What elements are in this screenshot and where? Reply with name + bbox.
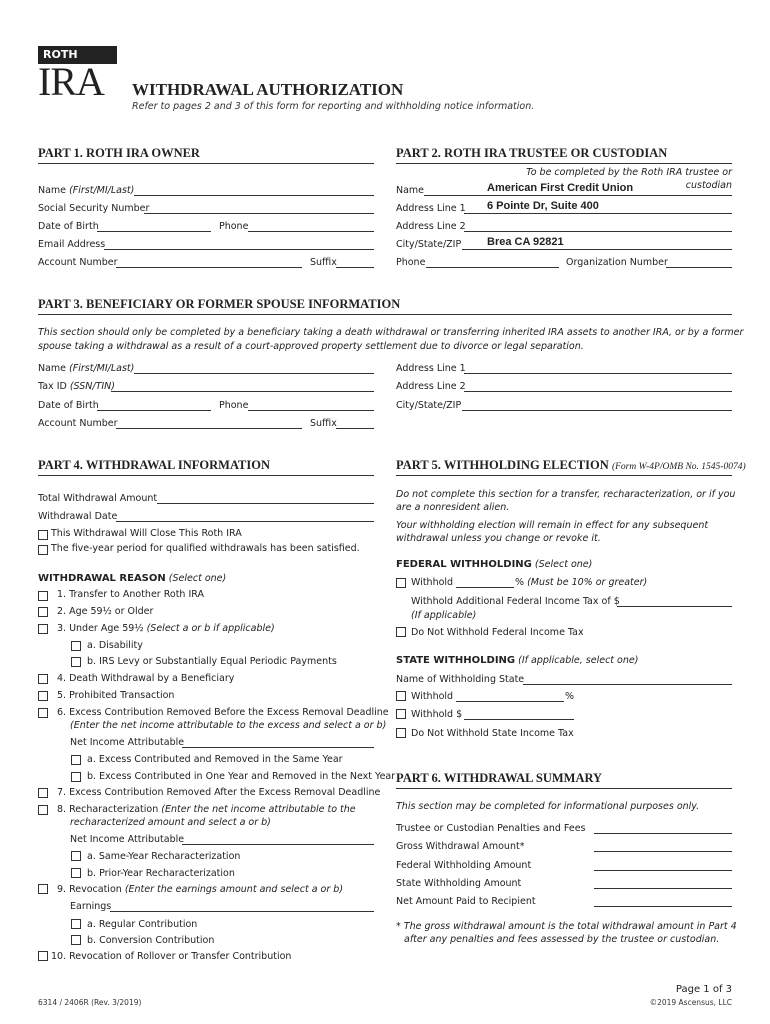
reason8-nia-label: Net Income Attributable xyxy=(70,834,185,845)
part4-rule xyxy=(38,475,374,476)
federal-withhold-label: Withhold xyxy=(411,577,454,588)
part5-title: PART 5. WITHHOLDING ELECTION (Form W-4P/OMB No. 1545-0074) xyxy=(396,458,746,472)
part5-note1-line2: are a nonresident alien. xyxy=(396,502,510,513)
gross-field[interactable] xyxy=(594,851,732,852)
bene-suffix-field[interactable] xyxy=(336,428,374,429)
reason9-checkbox[interactable] xyxy=(38,884,48,894)
owner-phone-label: Phone xyxy=(219,221,249,232)
reason8-nia-field[interactable] xyxy=(182,844,374,845)
net-amount-field[interactable] xyxy=(594,906,732,907)
reason9b-label: b. Conversion Contribution xyxy=(87,935,215,946)
reason6-checkbox[interactable] xyxy=(38,708,48,718)
reason1-label: 1. Transfer to Another Roth IRA xyxy=(57,589,204,600)
penalties-field[interactable] xyxy=(594,833,732,834)
reason8-checkbox[interactable] xyxy=(38,805,48,815)
bene-dob-field[interactable] xyxy=(97,410,211,411)
federal-additional-field[interactable] xyxy=(617,606,732,607)
reason6a-checkbox[interactable] xyxy=(71,755,81,765)
owner-dob-label: Date of Birth xyxy=(38,221,99,232)
fiveyear-checkbox[interactable] xyxy=(38,545,48,555)
bene-suffix-label: Suffix xyxy=(310,418,337,429)
total-amount-field[interactable] xyxy=(157,503,374,504)
state-withhold-label: Withhold xyxy=(411,691,454,702)
federal-additional-label: Withhold Additional Federal Income Tax of $ xyxy=(411,596,620,607)
part4-title: PART 4. WITHDRAWAL INFORMATION xyxy=(38,458,270,472)
bene-phone-field[interactable] xyxy=(248,410,374,411)
part3-rule xyxy=(38,314,732,315)
owner-email-field[interactable] xyxy=(104,249,374,250)
part3-title: PART 3. BENEFICIARY OR FORMER SPOUSE INFORMATION xyxy=(38,297,401,311)
state-name-field[interactable] xyxy=(523,684,732,685)
bene-dob-label: Date of Birth xyxy=(38,400,99,411)
part2-note: To be completed by the Roth IRA trustee or custodian xyxy=(526,167,732,191)
bene-name-label: Name (First/MI/Last) xyxy=(38,363,135,374)
reason3a-label: a. Disability xyxy=(87,640,143,651)
owner-ssn-field[interactable] xyxy=(144,213,374,214)
trustee-name-value: American First Credit Union xyxy=(487,182,634,194)
part5-note1-line1: Do not complete this section for a transfer, recharacterization, or if you xyxy=(396,489,736,500)
reason8-hint2: recharacterized amount and select a or b) xyxy=(70,817,271,828)
federal-withhold-checkbox[interactable] xyxy=(396,578,406,588)
state-dollar-checkbox[interactable] xyxy=(396,709,406,719)
withdrawal-date-label: Withdrawal Date xyxy=(38,511,118,522)
trustee-address2-label: Address Line 2 xyxy=(396,221,466,232)
federal-amount-field[interactable] xyxy=(594,870,732,871)
reason1-checkbox[interactable] xyxy=(38,591,48,601)
no-federal-label: Do Not Withhold Federal Income Tax xyxy=(411,627,584,638)
reason10-checkbox[interactable] xyxy=(38,951,48,961)
bene-taxid-field[interactable] xyxy=(111,391,374,392)
state-withhold-pct-field[interactable] xyxy=(456,701,564,702)
bene-address1-field[interactable] xyxy=(464,373,732,374)
bene-account-field[interactable] xyxy=(116,428,302,429)
reason6-nia-label: Net Income Attributable xyxy=(70,737,185,748)
reason8-label: 8. Recharacterization (Enter the net income attributable to the xyxy=(57,804,356,815)
owner-account-label: Account Number xyxy=(38,257,118,268)
reason3-label: 3. Under Age 59½ (Select a or b if applicable) xyxy=(57,623,275,634)
reason9-earnings-field[interactable] xyxy=(110,911,374,912)
owner-email-label: Email Address xyxy=(38,239,106,250)
reason9b-checkbox[interactable] xyxy=(71,935,81,945)
bene-taxid-label: Tax ID (SSN/TIN) xyxy=(38,381,115,392)
trustee-address1-field[interactable] xyxy=(464,213,732,214)
reason5-label: 5. Prohibited Transaction xyxy=(57,690,175,701)
trustee-city-value: Brea CA 92821 xyxy=(487,236,564,248)
reason3a-checkbox[interactable] xyxy=(71,641,81,651)
trustee-org-label: Organization Number xyxy=(566,257,668,268)
trustee-city-label: City/State/ZIP xyxy=(396,239,462,250)
net-amount-label: Net Amount Paid to Recipient xyxy=(396,896,536,907)
state-name-label: Name of Withholding State xyxy=(396,674,525,685)
part2-rule xyxy=(396,163,732,164)
ira-label: IRA xyxy=(38,59,104,104)
part6-title: PART 6. WITHDRAWAL SUMMARY xyxy=(396,771,603,785)
federal-amount-label: Federal Withholding Amount xyxy=(396,860,532,871)
bene-city-field[interactable] xyxy=(462,410,732,411)
reason3-checkbox[interactable] xyxy=(38,624,48,634)
reason5-checkbox[interactable] xyxy=(38,691,48,701)
reason8b-label: b. Prior-Year Recharacterization xyxy=(87,868,235,879)
owner-suffix-field[interactable] xyxy=(336,267,374,268)
part2-title: PART 2. ROTH IRA TRUSTEE OR CUSTODIAN xyxy=(396,146,668,160)
bene-phone-label: Phone xyxy=(219,400,249,411)
fiveyear-label: The five-year period for qualified withdrawals has been satisfied. xyxy=(51,543,360,554)
reason2-label: 2. Age 59½ or Older xyxy=(57,606,154,617)
state-pct-label: % xyxy=(565,691,575,702)
owner-suffix-label: Suffix xyxy=(310,257,337,268)
trustee-org-field[interactable] xyxy=(666,267,732,268)
reason9-label: 9. Revocation (Enter the earnings amount and select a or b) xyxy=(57,884,344,895)
form-code: 6314 / 2406R (Rev. 3/2019) xyxy=(38,998,142,1007)
close-ira-checkbox[interactable] xyxy=(38,530,48,540)
copyright: ©2019 Ascensus, LLC xyxy=(649,998,732,1007)
reason6a-label: a. Excess Contributed and Removed in the Same Year xyxy=(87,754,343,765)
reason6b-checkbox[interactable] xyxy=(71,772,81,782)
owner-ssn-label: Social Security Number xyxy=(38,203,150,214)
bene-address1-label: Address Line 1 xyxy=(396,363,466,374)
gross-label: Gross Withdrawal Amount* xyxy=(396,841,525,852)
reason7-checkbox[interactable] xyxy=(38,788,48,798)
part1-title: PART 1. ROTH IRA OWNER xyxy=(38,146,200,160)
penalties-label: Trustee or Custodian Penalties and Fees xyxy=(396,823,586,834)
state-withhold-checkbox[interactable] xyxy=(396,691,406,701)
form-subtitle: Refer to pages 2 and 3 of this form for reporting and withholding notice information. xyxy=(132,101,535,112)
reason6b-label: b. Excess Contributed in One Year and Removed in the Next Year xyxy=(87,771,396,782)
bene-address2-field[interactable] xyxy=(464,391,732,392)
part1-rule xyxy=(38,163,374,164)
reason8a-checkbox[interactable] xyxy=(71,851,81,861)
reason-title: WITHDRAWAL REASON (Select one) xyxy=(38,573,227,584)
reason4-label: 4. Death Withdrawal by a Beneficiary xyxy=(57,673,235,684)
reason9-earnings-label: Earnings xyxy=(70,901,112,912)
part5-rule xyxy=(396,475,732,476)
withdrawal-date-field[interactable] xyxy=(116,521,374,522)
bene-name-field[interactable] xyxy=(134,373,374,374)
trustee-address1-value: 6 Pointe Dr, Suite 400 xyxy=(487,200,599,212)
part5-note2-line1: Your withholding election will remain in effect for any subsequent xyxy=(396,520,709,531)
owner-account-field[interactable] xyxy=(116,267,302,268)
part3-intro-line2: spouse taking a withdrawal as a result of a court-approved property settlement due to divorce or legal separation. xyxy=(38,341,584,352)
reason6-label: 6. Excess Contribution Removed Before the Excess Removal Deadline xyxy=(57,707,389,718)
roth-label: ROTH xyxy=(38,46,117,64)
reason9a-checkbox[interactable] xyxy=(71,919,81,929)
reason4-checkbox[interactable] xyxy=(38,674,48,684)
part6-note: This section may be completed for informational purposes only. xyxy=(396,801,700,812)
no-state-label: Do Not Withhold State Income Tax xyxy=(411,728,574,739)
trustee-city-field[interactable] xyxy=(462,249,732,250)
part6-footnote-line2: after any penalties and fees assessed by the trustee or custodian. xyxy=(404,934,720,945)
reason9a-label: a. Regular Contribution xyxy=(87,919,198,930)
trustee-address1-label: Address Line 1 xyxy=(396,203,466,214)
bene-account-label: Account Number xyxy=(38,418,118,429)
reason7-label: 7. Excess Contribution Removed After the Excess Removal Deadline xyxy=(57,787,381,798)
reason3b-label: b. IRS Levy or Substantially Equal Periodic Payments xyxy=(87,656,337,667)
part5-note2-line2: withdrawal unless you change or revoke it. xyxy=(396,533,601,544)
reason10-label: 10. Revocation of Rollover or Transfer Contribution xyxy=(51,951,292,962)
federal-withhold-pct-label: % (Must be 10% or greater) xyxy=(515,577,648,588)
trustee-name-label: Name xyxy=(396,185,425,196)
no-state-checkbox[interactable] xyxy=(396,728,406,738)
trustee-phone-label: Phone xyxy=(396,257,426,268)
trustee-phone-field[interactable] xyxy=(426,267,559,268)
part6-rule xyxy=(396,788,732,789)
close-ira-label: This Withdrawal Will Close This Roth IRA xyxy=(51,528,242,539)
trustee-name-field[interactable] xyxy=(424,195,732,196)
trustee-address2-field[interactable] xyxy=(464,231,732,232)
owner-name-field[interactable] xyxy=(134,195,374,196)
part6-footnote-line1: * The gross withdrawal amount is the total withdrawal amount in Part 4 xyxy=(396,921,737,932)
state-amount-label: State Withholding Amount xyxy=(396,878,522,889)
form-title: WITHDRAWAL AUTHORIZATION xyxy=(132,80,404,99)
federal-title: FEDERAL WITHHOLDING (Select one) xyxy=(396,559,593,570)
owner-dob-field[interactable] xyxy=(97,231,211,232)
federal-additional-hint: (If applicable) xyxy=(411,610,477,621)
reason8b-checkbox[interactable] xyxy=(71,868,81,878)
reason8a-label: a. Same-Year Recharacterization xyxy=(87,851,241,862)
reason6-nia-field[interactable] xyxy=(182,747,374,748)
state-title: STATE WITHHOLDING (If applicable, select one) xyxy=(396,655,639,666)
no-federal-checkbox[interactable] xyxy=(396,627,406,637)
owner-name-label: Name (First/MI/Last) xyxy=(38,185,135,196)
reason3b-checkbox[interactable] xyxy=(71,657,81,667)
bene-address2-label: Address Line 2 xyxy=(396,381,466,392)
reason6-hint: (Enter the net income attributable to the excess and select a or b) xyxy=(70,720,387,731)
state-amount-field[interactable] xyxy=(594,888,732,889)
page-number: Page 1 of 3 xyxy=(675,984,732,995)
state-dollar-label: Withhold $ xyxy=(411,709,463,720)
reason2-checkbox[interactable] xyxy=(38,607,48,617)
bene-city-label: City/State/ZIP xyxy=(396,400,462,411)
owner-phone-field[interactable] xyxy=(248,231,374,232)
state-dollar-field[interactable] xyxy=(464,719,574,720)
total-amount-label: Total Withdrawal Amount xyxy=(38,493,158,504)
part3-intro-line1: This section should only be completed by a beneficiary taking a death withdrawal or transferring inherited IRA assets to another IRA, or by a former xyxy=(38,327,744,338)
federal-withhold-pct-field[interactable] xyxy=(456,587,514,588)
